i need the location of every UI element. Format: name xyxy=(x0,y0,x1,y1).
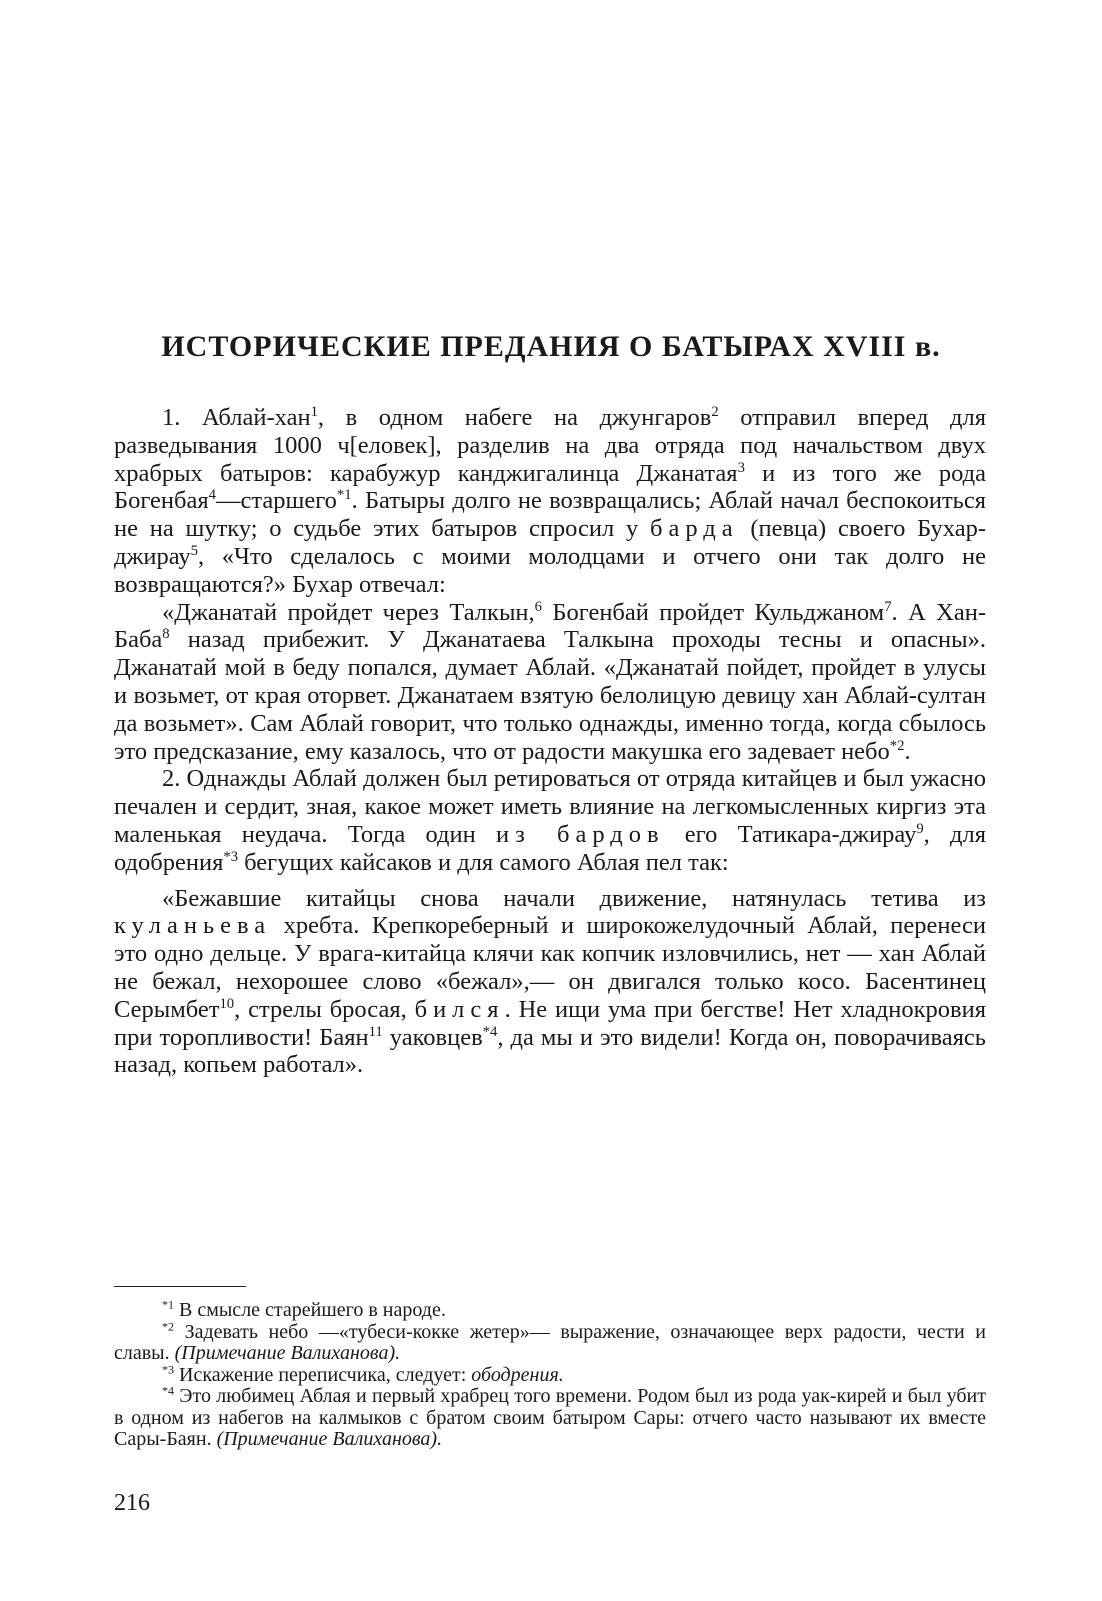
footnote-ref: 2 xyxy=(711,403,719,420)
spaced-text: из бардов xyxy=(495,820,665,848)
spaced-text: барда xyxy=(650,515,739,543)
text-run: . А Хан-Баба xyxy=(114,598,987,654)
footnote-ref: 5 xyxy=(190,542,198,559)
footnote-text: Искажение переписчика, следует: xyxy=(174,1363,472,1386)
footnote-ref: 1 xyxy=(310,403,318,420)
footnote-italic: (Примечание Валиханова). xyxy=(174,1342,401,1364)
footnote-text: Это любимец Аблая и первый храбрец того времени. Родом был из рода уак-кирей и был убит в одном из набегов на калмыков с братом своим батыром Сары: отчего часто называют их вместе Сары-Баян. xyxy=(114,1385,986,1450)
footnote-ref: *4 xyxy=(482,1023,498,1040)
footnote-ref: 7 xyxy=(884,598,892,615)
text-run: . xyxy=(904,737,911,765)
footnote-mark: *2 xyxy=(162,1318,174,1333)
page-title: ИСТОРИЧЕСКИЕ ПРЕДАНИЯ О БАТЫРАХ XVIII в. xyxy=(161,330,941,363)
footnote-3 xyxy=(114,1361,986,1387)
paragraph-2 xyxy=(114,765,986,876)
footnote-ref: 4 xyxy=(208,487,216,504)
footnote-italic: ободрения. xyxy=(471,1363,564,1386)
text-run: . Батыры долго не возвращались; Аблай начал беспокоиться не на шутку; о судьбе этих батыров спросил у xyxy=(114,487,986,543)
footnote-ref: *2 xyxy=(889,737,905,754)
quote-2 xyxy=(114,885,986,1080)
footnote-mark: *3 xyxy=(162,1361,174,1376)
footnote-ref: 10 xyxy=(219,995,235,1012)
footnote-ref: 3 xyxy=(737,459,745,476)
footnote-1 xyxy=(114,1297,986,1322)
footnote-text: В смысле старейшего в народе. xyxy=(174,1299,446,1321)
text-run: его Татикара-джирау xyxy=(664,820,917,848)
main-text xyxy=(114,404,986,1079)
footnote-italic: (Примечание Валиханова). xyxy=(216,1428,443,1450)
footnote-ref: 11 xyxy=(368,1023,383,1040)
text-run: . Не ищи ума при бегстве! Нет хладнокровия при торопливости! Баян xyxy=(114,995,986,1051)
quote-1 xyxy=(114,599,986,766)
footnote-4 xyxy=(114,1383,986,1451)
footnote-ref: *3 xyxy=(223,848,239,865)
footnote-mark: *4 xyxy=(162,1383,174,1398)
footnote-divider xyxy=(114,1286,246,1287)
spaced-text: бился xyxy=(414,995,505,1023)
text-run: «Бежавшие китайцы снова начали движение, натянулась тетива из xyxy=(162,884,986,912)
footnote-ref: *1 xyxy=(336,487,352,504)
text-run: , стрелы бросая, xyxy=(234,995,415,1023)
text-run: , «Что сделалось с моими молодцами и отчего они так долго не возвращаются?» Бухар отвечал: xyxy=(114,542,986,598)
footnote-mark: *1 xyxy=(162,1297,174,1312)
text-run: бегущих кайсаков и для самого Аблая пел так: xyxy=(238,848,729,876)
text-run: , в одном набеге на джунгаров xyxy=(317,404,712,431)
text-run: , для одобрения xyxy=(114,820,986,876)
footnotes xyxy=(114,1297,986,1451)
spaced-text: куланьева xyxy=(114,912,272,940)
text-run: (певца) своего Бухар-джирау xyxy=(114,515,986,570)
text-run: и из того же рода Богенбая xyxy=(114,459,986,515)
text-run: «Джанатай пройдет через Талкын, xyxy=(162,598,535,626)
text-run: 2. Однажды Аблай должен был ретироваться от отряда китайцев и был ужасно печален и сердит, зная, какое может иметь влияние на легкомысленных киргиз эта маленькая неудача. Тогда один xyxy=(114,765,986,848)
footnote-ref: 6 xyxy=(534,598,542,615)
text-run: хребта. Крепкореберный и широкожелудочный Аблай, перенеси это одно дельце. У врага-китайца клячи как копчик изловчились, нет — хан Аблай не бежал, нехорошее слово «бежал»,— он двигался только косо. Басентинец Серымбет xyxy=(114,912,986,1023)
footnote-text: Задевать небо —«тубеси-кокке жетер»— выражение, означающее верх радости, чести и славы. xyxy=(114,1320,986,1364)
text-run: 1. Аблай-хан xyxy=(162,404,311,431)
paragraph-1 xyxy=(114,404,986,599)
text-run: отправил вперед для разведывания 1000 ч[еловек], разделив на два отряда под начальством двух храбрых батыров: карабужур канджигалинца Джанатая xyxy=(114,404,986,487)
footnote-2 xyxy=(114,1318,986,1365)
page-number: 216 xyxy=(114,1490,150,1516)
text-run: Богенбай пройдет Кульджаном xyxy=(542,598,885,626)
footnote-ref: 8 xyxy=(162,626,170,643)
footnote-ref: 9 xyxy=(916,820,924,837)
text-run: уаковцев xyxy=(382,1023,483,1051)
text-run: —старшего xyxy=(215,487,337,515)
text-run: , да мы и это видели! Когда он, поворачиваясь назад, копьем работал». xyxy=(114,1023,986,1079)
text-run: назад прибежит. У Джанатаева Талкына проходы тесны и опасны». Джанатай мой в беду попался, думает Аблай. «Джанатай пойдет, пройдет в улусы и возьмет, от края оторвет. Джанатаем взятую белолицую девицу хан Аблай-султан да возьмет». Сам Аблай говорит, что только однажды, именно тогда, когда сбылось это предсказание, ему казалось, что от радости макушка его задевает небо xyxy=(114,626,986,765)
